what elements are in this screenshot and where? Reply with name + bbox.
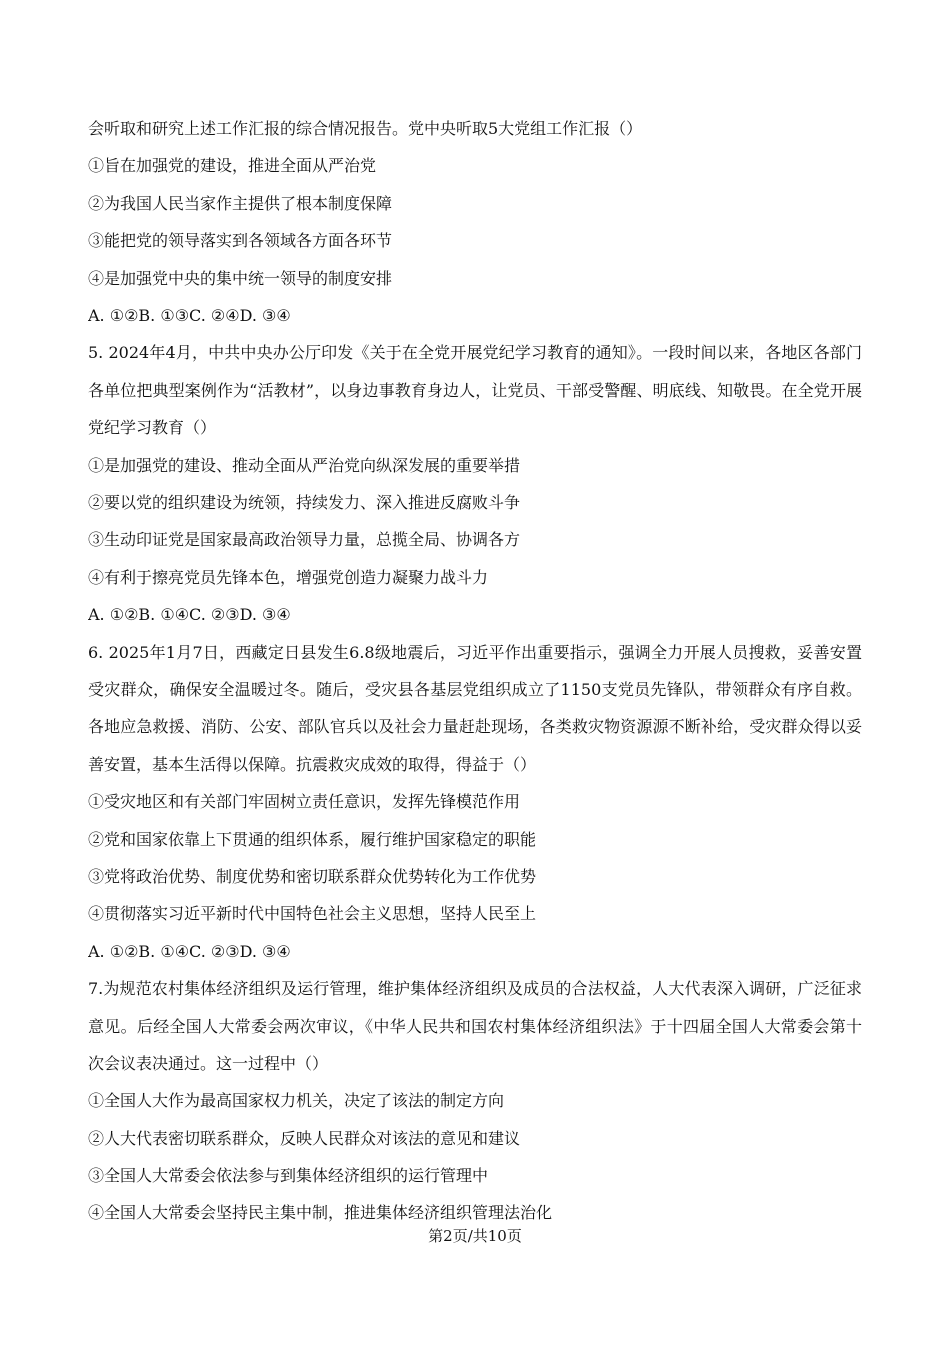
question-6-option-2: ②党和国家依靠上下贯通的组织体系，履行维护国家稳定的职能: [88, 829, 537, 849]
question-4-stem-tail: 会听取和研究上述工作汇报的综合情况报告。党中央听取5大党组工作汇报（）: [88, 119, 643, 138]
question-7-option-1: ①全国人大作为最高国家权力机关，决定了该法的制定方向: [88, 1091, 505, 1111]
question-6-choices: A. ①②B. ①④C. ②③D. ③④: [88, 941, 291, 961]
question-7-option-3: ③全国人大常委会依法参与到集体经济组织的运行管理中: [88, 1166, 489, 1186]
question-5-choices: A. ①②B. ①④C. ②③D. ③④: [88, 605, 291, 625]
question-5-option-4: ④有利于擦亮党员先锋本色，增强党创造力凝聚力战斗力: [88, 567, 489, 587]
question-4-option-3: ③能把党的领导落实到各领域各方面各环节: [88, 231, 393, 251]
question-6-stem: 6. 2025年1月7日，西藏定日县发生6.8级地震后，习近平作出重要指示，强调全力开展人员搜救，妥善安置受灾群众，确保安全温暖过冬。随后，受灾县各基层党组织成立了1150支党员先锋队，带领群众有序自救。各地应急救援、消防、公安、部队官兵以及社会力量赶赴现场，各类救灾物资源源不断补给，受灾群众得以妥善安置，基本生活得以保障。抗震救灾成效的取得，得益于（）: [88, 642, 862, 774]
question-6-option-3: ③党将政治优势、制度优势和密切联系群众优势转化为工作优势: [88, 866, 537, 886]
question-5-stem: 5. 2024年4月，中共中央办公厅印发《关于在全党开展党纪学习教育的通知》。一段时间以来，各地区各部门各单位把典型案例作为“活教材”，以身边事教育身边人，让党员、干部受警醒、明底线、知敬畏。在全党开展党纪学习教育（）: [88, 343, 862, 438]
page-content: [88, 110, 862, 1232]
question-4-option-4: ④是加强党中央的集中统一领导的制度安排: [88, 268, 393, 288]
question-6-option-4: ④贯彻落实习近平新时代中国特色社会主义思想，坚持人民至上: [88, 904, 537, 924]
page-footer: 第2页/共10页: [428, 1227, 522, 1245]
question-4-choices: A. ①②B. ①③C. ②④D. ③④: [88, 305, 291, 325]
question-4-option-1: ①旨在加强党的建设，推进全面从严治党: [88, 156, 377, 176]
question-4-option-2: ②为我国人民当家作主提供了根本制度保障: [88, 193, 393, 213]
question-5-option-3: ③生动印证党是国家最高政治领导力量，总揽全局、协调各方: [88, 530, 521, 550]
question-7-option-4: ④全国人大常委会坚持民主集中制，推进集体经济组织管理法治化: [88, 1203, 553, 1223]
question-7-option-2: ②人大代表密切联系群众，反映人民群众对该法的意见和建议: [88, 1128, 521, 1148]
question-5-option-1: ①是加强党的建设、推动全面从严治党向纵深发展的重要举措: [88, 455, 521, 475]
question-5-option-2: ②要以党的组织建设为统领，持续发力、深入推进反腐败斗争: [88, 492, 521, 512]
question-6-option-1: ①受灾地区和有关部门牢固树立责任意识，发挥先锋模范作用: [88, 792, 521, 812]
question-7-stem: 7.为规范农村集体经济组织及运行管理，维护集体经济组织及成员的合法权益，人大代表深入调研，广泛征求意见。后经全国人大常委会两次审议，《中华人民共和国农村集体经济组织法》于十四届全国人大常委会第十次会议表决通过。这一过程中（）: [88, 979, 862, 1073]
